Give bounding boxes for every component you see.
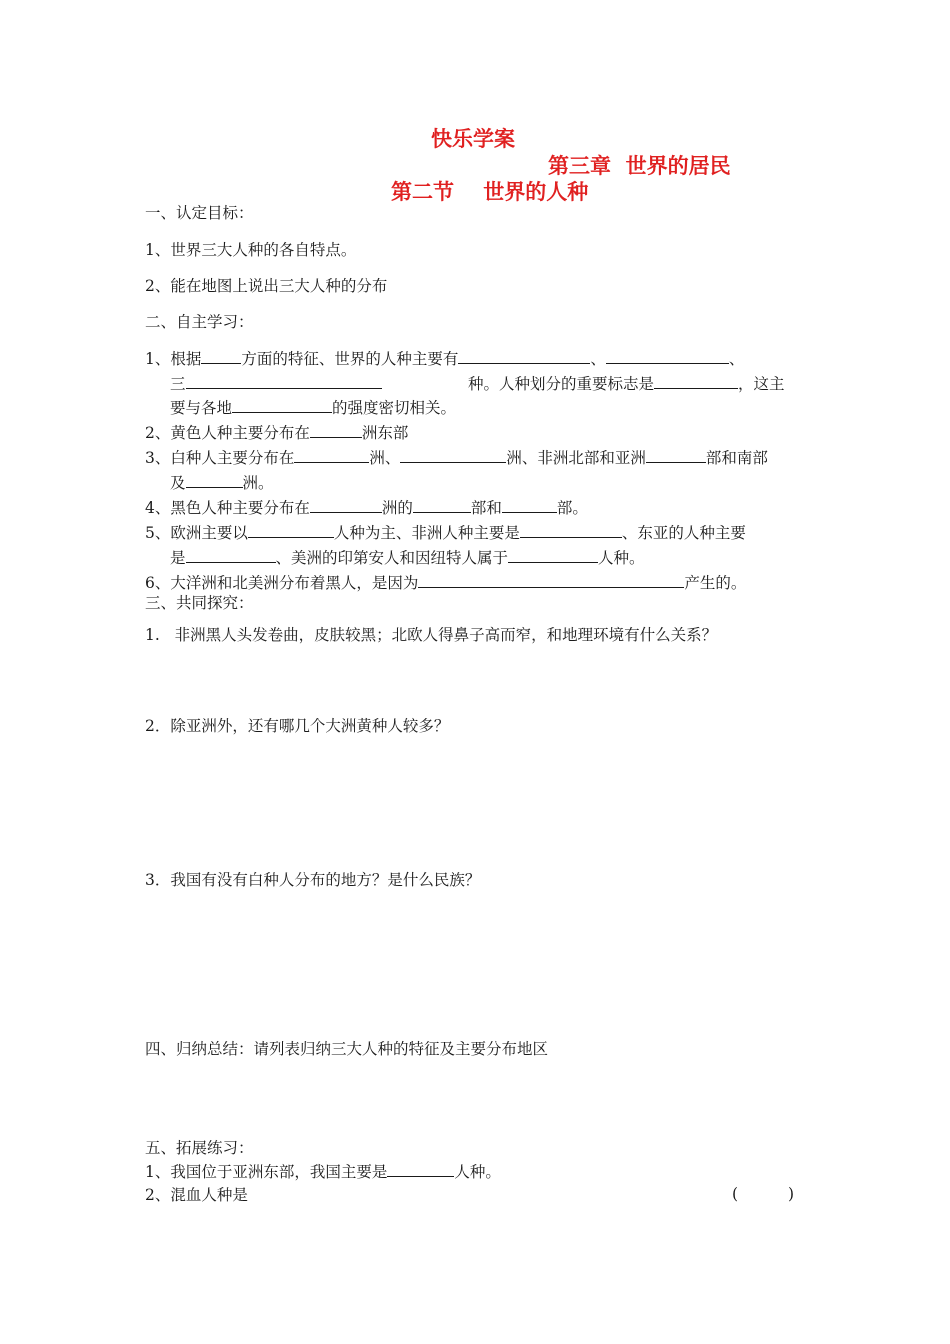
fill-blank[interactable] [520,522,622,538]
q2-1-line3: 要与各地 的强度密切相关。 [170,399,457,417]
fill-blank[interactable] [400,447,506,463]
q2-1-line2b: 种。人种划分的重要标志是 ，这主 [468,375,785,393]
fill-blank[interactable] [606,348,729,364]
fill-blank[interactable] [387,1161,454,1177]
goal-item-1: 1、世界三大人种的各自特点。 [145,241,357,259]
section-4-heading: 四、归纳总结：请列表归纳三大人种的特征及主要分布地区 [145,1040,549,1058]
title-chapter: 第三章 世界的居民 [548,154,731,178]
fill-blank[interactable] [186,547,276,563]
goal-item-2: 2、能在地图上说出三大人种的分布 [145,277,388,295]
q2-5-line2: 是 、美洲的印第安人和因纽特人属于 人种。 [170,549,645,567]
fill-blank[interactable] [201,348,241,364]
title-happy-study: 快乐学案 [431,127,515,151]
practice-question-1: 1、我国位于亚洲东部，我国主要是 人种。 [145,1163,501,1181]
q2-3-line2: 及 洲。 [170,474,274,492]
answer-paren-close: ) [788,1185,795,1203]
q2-2: 2、黄色人种主要分布在 洲东部 [145,424,409,442]
q2-6: 6、大洋洲和北美洲分布着黑人，是因为 产生的。 [145,574,747,592]
q2-3-line1: 3、白种人主要分布在 洲、 洲、非洲北部和亚洲 部和南部 [145,449,768,467]
fill-blank[interactable] [248,522,334,538]
section-2-heading: 二、自主学习： [145,313,254,331]
fill-blank[interactable] [413,497,471,513]
title-section: 第二节 世界的人种 [391,180,589,204]
fill-blank[interactable] [458,348,590,364]
explore-question-3: 3．我国有没有白种人分布的地方？是什么民族？ [145,871,481,889]
fill-blank[interactable] [646,447,706,463]
fill-blank[interactable] [186,373,382,389]
section-3-heading: 三、共同探究： [145,594,254,612]
fill-blank[interactable] [418,572,684,588]
fill-blank[interactable] [654,373,738,389]
section-5-heading: 五、拓展练习： [145,1139,254,1157]
fill-blank[interactable] [310,497,382,513]
q2-4: 4、黑色人种主要分布在 洲的 部和 部。 [145,499,588,517]
section-1-heading: 一、认定目标： [145,204,254,222]
explore-question-1: 1. 非洲黑人头发卷曲，皮肤较黑；北欧人得鼻子高而窄，和地理环境有什么关系？ [145,626,718,644]
q2-1-line2: 三 [170,373,382,394]
q2-1-line1: 1、根据 方面的特征、世界的人种主要有 、 、 [145,350,745,368]
fill-blank[interactable] [508,547,598,563]
fill-blank[interactable] [232,397,332,413]
fill-blank[interactable] [310,422,362,438]
practice-question-2: 2、混血人种是 [145,1186,248,1204]
q2-5-line1: 5、欧洲主要以 人种为主、非洲人种主要是 、东亚的人种主要 [145,524,746,542]
fill-blank[interactable] [294,447,369,463]
answer-paren-open[interactable]: ( [732,1185,739,1203]
fill-blank[interactable] [502,497,557,513]
explore-question-2: 2．除亚洲外，还有哪几个大洲黄种人较多？ [145,717,450,735]
fill-blank[interactable] [186,472,243,488]
